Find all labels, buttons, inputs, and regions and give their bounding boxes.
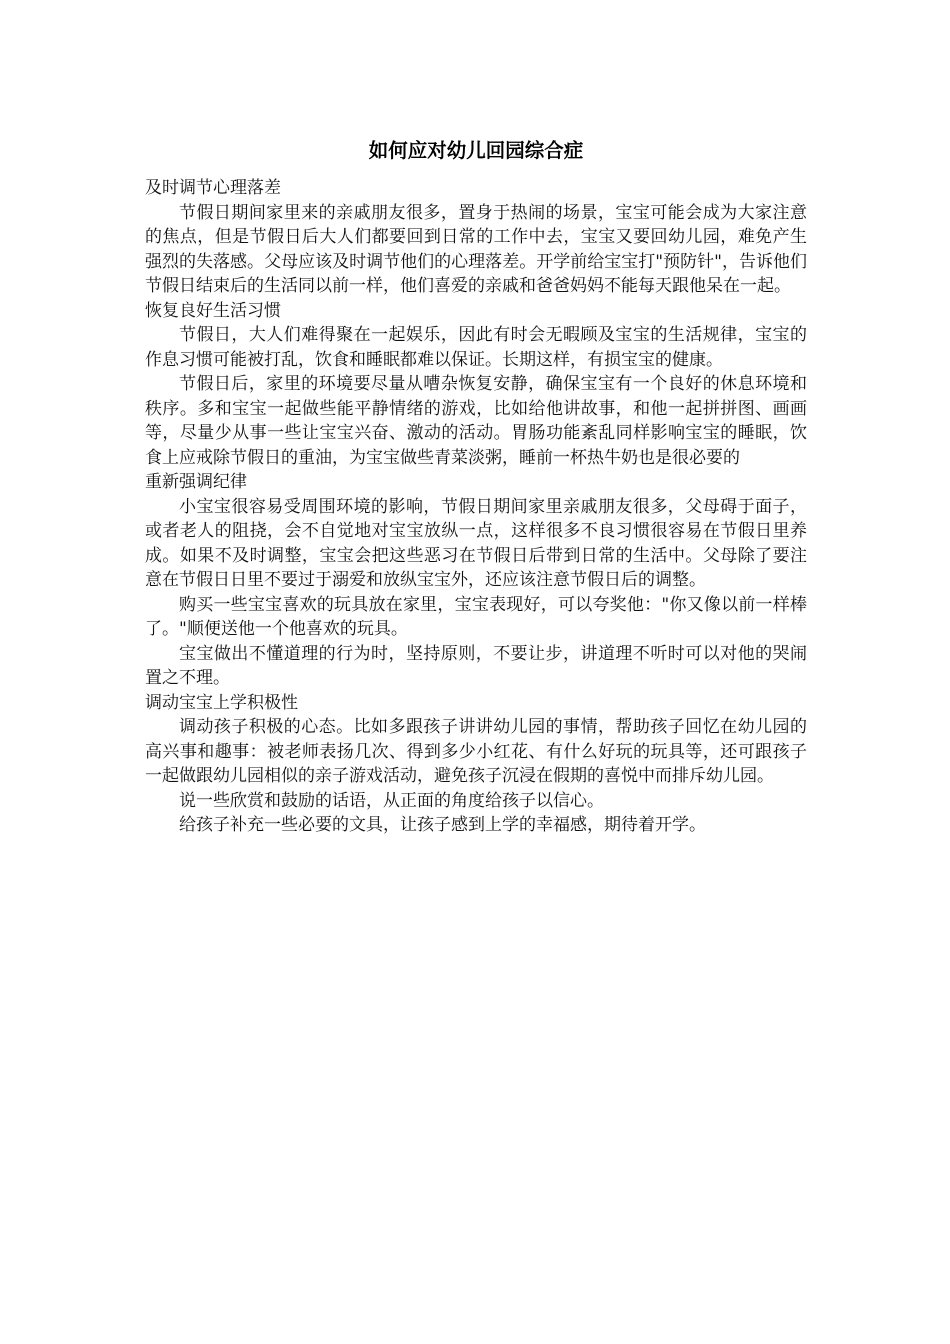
paragraph: 购买一些宝宝喜欢的玩具放在家里，宝宝表现好，可以夸奖他："你又像以前一样棒了。"顺便送他一个他喜欢的玩具。 bbox=[145, 594, 807, 639]
document-title: 如何应对幼儿回园综合症 bbox=[368, 139, 584, 162]
section-4 bbox=[145, 691, 807, 838]
paragraph: 宝宝做出不懂道理的行为时，坚持原则，不要让步，讲道理不听时可以对他的哭闹置之不理。 bbox=[145, 643, 807, 688]
section-3 bbox=[145, 470, 807, 691]
document-body bbox=[145, 136, 807, 838]
section-1 bbox=[145, 176, 807, 299]
paragraph: 节假日期间家里来的亲戚朋友很多，置身于热闹的场景，宝宝可能会成为大家注意的焦点，但是节假日后大人们都要回到日常的工作中去，宝宝又要回幼儿园，难免产生强烈的失落感。父母应该及时调节他们的心理落差。开学前给宝宝打"预防针"，告诉他们节假日结束后的生活同以前一样，他们喜爱的亲戚和爸爸妈妈不能每天跟他呆在一起。 bbox=[145, 202, 807, 296]
section-heading: 及时调节心理落差 bbox=[145, 178, 281, 198]
paragraph: 节假日后，家里的环境要尽量从嘈杂恢复安静，确保宝宝有一个良好的休息环境和秩序。多和宝宝一起做些能平静情绪的游戏，比如给他讲故事，和他一起拼拼图、画画等，尽量少从事一些让宝宝兴奋、激动的活动。胃肠功能紊乱同样影响宝宝的睡眠，饮食上应戒除节假日的重油，为宝宝做些青菜淡粥，睡前一杯热牛奶也是很必要的 bbox=[145, 374, 807, 468]
section-2 bbox=[145, 299, 807, 471]
section-heading: 恢复良好生活习惯 bbox=[145, 300, 281, 321]
paragraph: 小宝宝很容易受周围环境的影响，节假日期间家里亲戚朋友很多，父母碍于面子，或者老人的阻挠，会不自觉地对宝宝放纵一点，这样很多不良习惯很容易在节假日里养成。如果不及时调整，宝宝会把这些恶习在节假日后带到日常的生活中。父母除了要注意在节假日日里不要过于溺爱和放纵宝宝外，还应该注意节假日后的调整。 bbox=[145, 496, 807, 590]
paragraph: 说一些欣赏和鼓励的话语，从正面的角度给孩子以信心。 bbox=[179, 790, 604, 811]
paragraph: 调动孩子积极的心态。比如多跟孩子讲讲幼儿园的事情，帮助孩子回忆在幼儿园的高兴事和趣事：被老师表扬几次、得到多少小红花、有什么好玩的玩具等，还可跟孩子一起做跟幼儿园相似的亲子游戏活动，避免孩子沉浸在假期的喜悦中而排斥幼儿园。 bbox=[145, 717, 807, 786]
section-heading: 调动宝宝上学积极性 bbox=[145, 692, 298, 713]
paragraph: 给孩子补充一些必要的文具，让孩子感到上学的幸福感，期待着开学。 bbox=[179, 815, 706, 835]
section-heading: 重新强调纪律 bbox=[145, 472, 247, 492]
paragraph: 节假日，大人们难得聚在一起娱乐，因此有时会无暇顾及宝宝的生活规律，宝宝的作息习惯可能被打乱，饮食和睡眠都难以保证。长期这样，有损宝宝的健康。 bbox=[145, 325, 807, 370]
